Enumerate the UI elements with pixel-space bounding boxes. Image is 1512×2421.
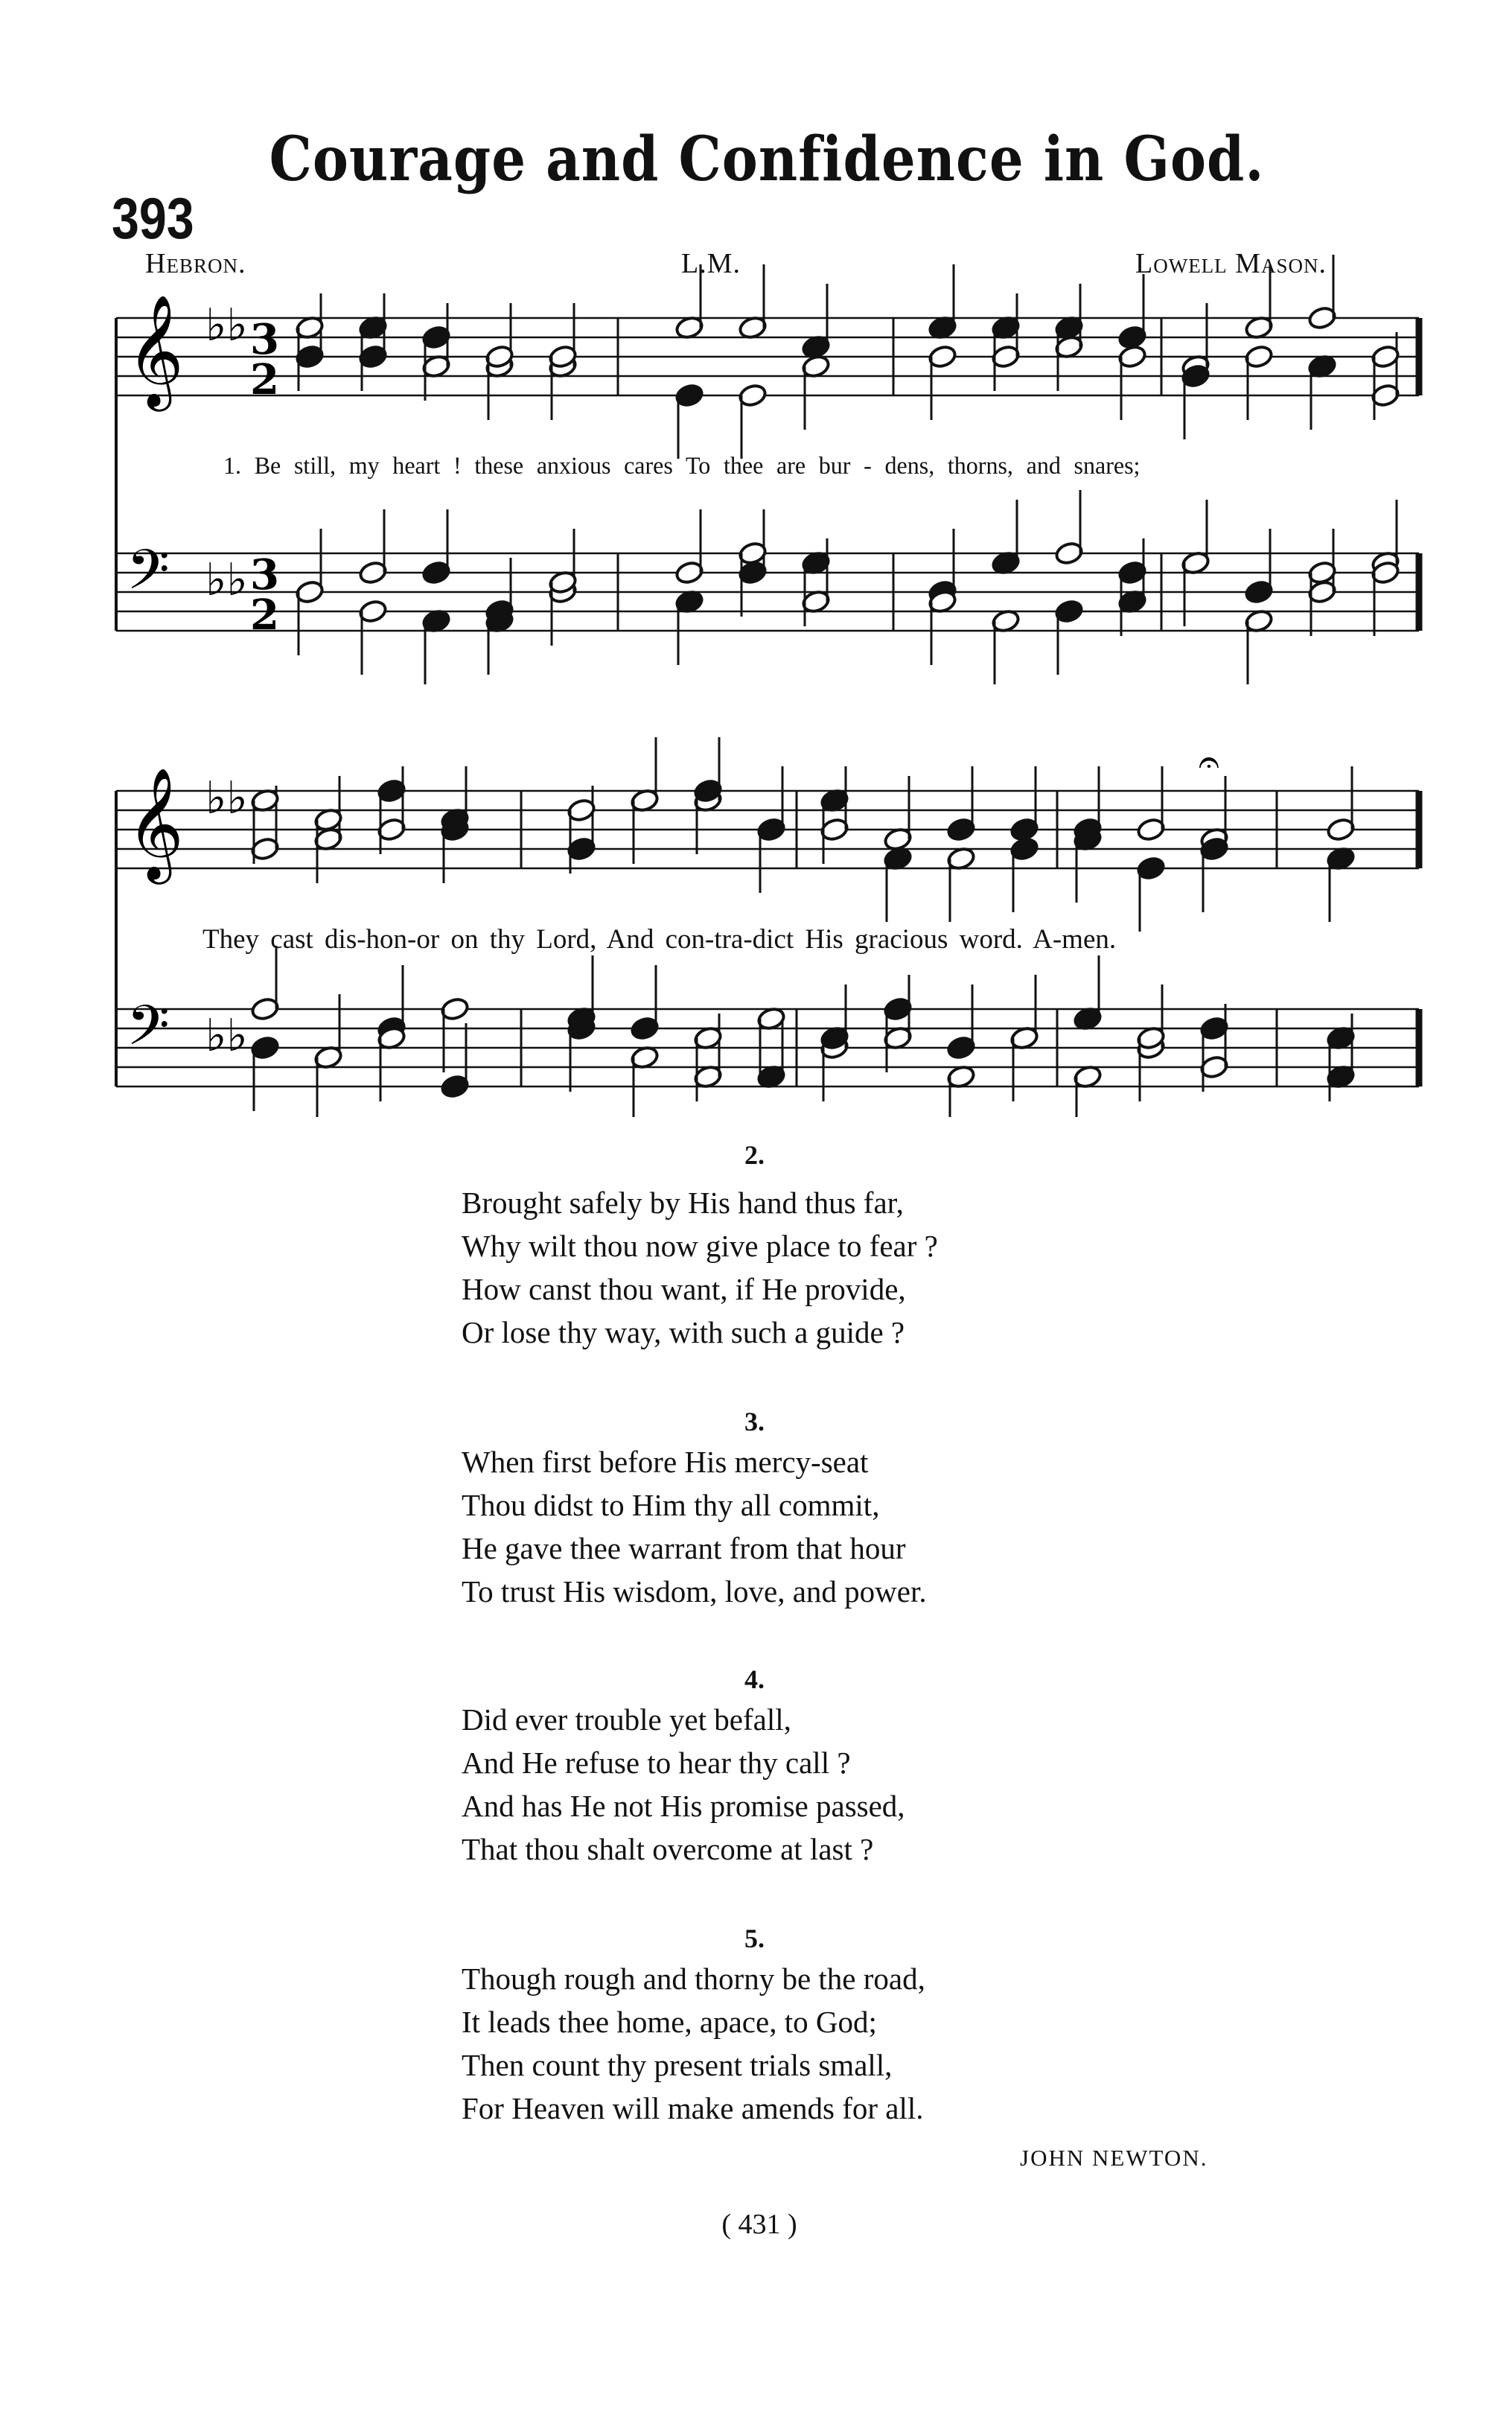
stanza-number: 2. [744, 1140, 765, 1170]
time-signature: 3 [250, 550, 279, 599]
stanza-number: 4. [744, 1664, 765, 1694]
key-signature-flats: ♭♭ [205, 299, 248, 351]
tune-name: Hebron. [145, 248, 246, 279]
treble-clef-icon: 𝄞 [127, 293, 184, 407]
author: JOHN NEWTON. [1020, 2145, 1208, 2171]
verse-line: To trust His wisdom, love, and power. [462, 1574, 927, 1609]
verse-line: Then count thy present trials small, [462, 2048, 893, 2082]
lyric-line-2: They cast dis-hon-or on thy Lord, And con-tra-dict His gracious word. A-men. [202, 924, 1117, 955]
hymn-number: 393 [112, 185, 194, 251]
verse-line: Though rough and thorny be the road, [462, 1962, 925, 1996]
verse-line: That thou shalt overcome at last ? [462, 1832, 874, 1866]
verse-line: Why wilt thou now give place to fear ? [462, 1229, 938, 1263]
stanza-5 [462, 1957, 925, 2130]
verse-line: How canst thou want, if He provide, [462, 1272, 906, 1306]
key-signature-flats: ♭♭ [205, 554, 248, 606]
treble-clef-icon: 𝄞 [127, 766, 184, 879]
bass-clef-icon: 𝄢 [127, 538, 170, 616]
verse-line: He gave thee warrant from that hour [462, 1531, 906, 1565]
stanza-4 [462, 1698, 905, 1871]
stanza-2 [462, 1181, 938, 1354]
key-signature-flats: ♭♭ [205, 772, 248, 824]
composer: Lowell Mason. [1135, 248, 1327, 279]
fermata-icon: 𝄐 [1199, 740, 1219, 783]
meter: L.M. [681, 248, 741, 279]
time-signature: 3 [250, 315, 279, 364]
page-number: ( 431 ) [721, 2209, 797, 2240]
verse-line: Did ever trouble yet befall, [462, 1702, 791, 1737]
key-signature-flats: ♭♭ [205, 1010, 248, 1062]
bass-clef-icon: 𝄢 [127, 993, 170, 1072]
time-signature: 2 [250, 591, 279, 640]
verse-line: And He refuse to hear thy call ? [462, 1746, 851, 1780]
stanza-number: 5. [744, 1924, 765, 1953]
verse-line: When first before His mercy-seat [462, 1445, 869, 1479]
verse-line: Thou didst to Him thy all commit, [462, 1488, 880, 1522]
verse-line: Or lose thy way, with such a guide ? [462, 1315, 905, 1349]
verse-line: And has He not His promise passed, [462, 1789, 905, 1823]
lyric-line-1: 1. Be still, my heart ! these anxious cares To thee are bur - dens, thorns, and snares; [223, 453, 1141, 480]
hymn-title: Courage and Confidence in God. [269, 121, 1265, 195]
verse-line: For Heaven will make amends for all. [462, 2091, 924, 2125]
verse-line: Brought safely by His hand thus far, [462, 1186, 904, 1220]
stanza-number: 3. [744, 1407, 765, 1437]
time-signature: 2 [250, 355, 279, 404]
stanza-3 [462, 1440, 927, 1613]
verse-line: It leads thee home, apace, to God; [462, 2005, 877, 2039]
